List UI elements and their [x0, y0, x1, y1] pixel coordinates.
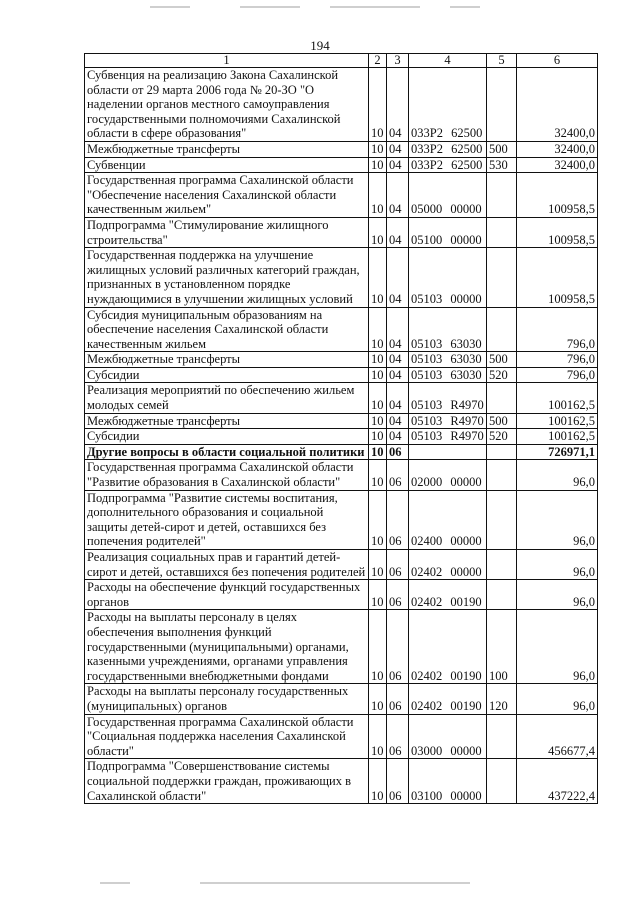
row-target-code-cell: 05103 R4970	[409, 429, 487, 445]
row-amount-cell: 100958,5	[517, 248, 598, 307]
row-target-code-cell: 05103 00000	[409, 248, 487, 307]
row-expense-type-cell: 120	[487, 684, 517, 714]
table-row	[85, 68, 598, 142]
table-row	[85, 610, 598, 684]
table-row	[85, 580, 598, 610]
row-name-cell: Субсидии	[85, 429, 369, 445]
row-target-code-cell: 03100 00000	[409, 759, 487, 804]
row-subsection-cell: 04	[387, 68, 409, 142]
table-row	[85, 367, 598, 383]
row-subsection-cell: 06	[387, 714, 409, 759]
row-section-cell: 10	[369, 307, 387, 352]
row-target-code-cell: 05100 00000	[409, 217, 487, 247]
row-amount-cell: 100162,5	[517, 413, 598, 429]
row-amount-cell: 456677,4	[517, 714, 598, 759]
row-subsection-cell: 04	[387, 157, 409, 173]
row-expense-type-cell	[487, 173, 517, 218]
row-name-cell: Подпрограмма "Совершенствование системы социальной поддержки граждан, проживающих в Сахалинской области"	[85, 759, 369, 804]
table-row	[85, 714, 598, 759]
row-section-cell: 10	[369, 68, 387, 142]
row-expense-type-cell	[487, 714, 517, 759]
row-target-code-cell	[409, 444, 487, 460]
row-target-code-cell: 02400 00000	[409, 490, 487, 549]
table-row	[85, 759, 598, 804]
row-expense-type-cell: 500	[487, 413, 517, 429]
row-section-cell: 10	[369, 217, 387, 247]
row-name-cell: Субсидия муниципальным образованиям на обеспечение населения Сахалинской области качественным жильем	[85, 307, 369, 352]
row-name-cell: Расходы на выплаты персоналу в целях обеспечения выполнения функций государственными (муниципальными) органами, казенными учреждениями, органами управления государственными внебюджетными фондами	[85, 610, 369, 684]
row-section-cell: 10	[369, 759, 387, 804]
row-amount-cell: 32400,0	[517, 157, 598, 173]
row-amount-cell: 32400,0	[517, 141, 598, 157]
row-expense-type-cell: 500	[487, 141, 517, 157]
row-expense-type-cell	[487, 383, 517, 413]
table-row	[85, 307, 598, 352]
row-expense-type-cell: 500	[487, 352, 517, 368]
header-cell: 6	[517, 54, 598, 68]
row-name-cell: Государственная программа Сахалинской области "Развитие образования в Сахалинской области"	[85, 460, 369, 490]
row-subsection-cell: 04	[387, 352, 409, 368]
scan-artifact-top	[0, 6, 640, 12]
row-name-cell: Реализация социальных прав и гарантий детей-сирот и детей, оставшихся без попечения родителей	[85, 550, 369, 580]
row-subsection-cell: 06	[387, 444, 409, 460]
row-target-code-cell: 02402 00190	[409, 580, 487, 610]
table-row	[85, 352, 598, 368]
row-subsection-cell: 06	[387, 759, 409, 804]
row-name-cell: Государственная поддержка на улучшение жилищных условий различных категорий граждан, признанных в установленном порядке нуждающимися в улучшении жилищных условий	[85, 248, 369, 307]
row-subsection-cell: 04	[387, 141, 409, 157]
row-subsection-cell: 04	[387, 248, 409, 307]
row-amount-cell: 100162,5	[517, 429, 598, 445]
row-target-code-cell: 03000 00000	[409, 714, 487, 759]
row-name-cell: Межбюджетные трансферты	[85, 141, 369, 157]
row-section-cell: 10	[369, 248, 387, 307]
row-amount-cell: 437222,4	[517, 759, 598, 804]
row-target-code-cell: 02402 00190	[409, 684, 487, 714]
row-amount-cell: 96,0	[517, 490, 598, 549]
row-amount-cell: 726971,1	[517, 444, 598, 460]
table-row	[85, 444, 598, 460]
row-amount-cell: 96,0	[517, 580, 598, 610]
header-cell: 5	[487, 54, 517, 68]
table-row	[85, 248, 598, 307]
row-section-cell: 10	[369, 460, 387, 490]
row-name-cell: Субвенция на реализацию Закона Сахалинской области от 29 марта 2006 года № 20-ЗО "О наделении органов местного самоуправления государственными полномочиями Сахалинской области в сфере образования"	[85, 68, 369, 142]
row-amount-cell: 96,0	[517, 684, 598, 714]
row-section-cell: 10	[369, 352, 387, 368]
row-section-cell: 10	[369, 367, 387, 383]
row-subsection-cell: 04	[387, 173, 409, 218]
row-expense-type-cell	[487, 460, 517, 490]
table-header-row	[85, 54, 598, 68]
row-subsection-cell: 06	[387, 550, 409, 580]
row-expense-type-cell: 530	[487, 157, 517, 173]
row-expense-type-cell	[487, 550, 517, 580]
row-section-cell: 10	[369, 610, 387, 684]
row-section-cell: 10	[369, 141, 387, 157]
row-target-code-cell: 02000 00000	[409, 460, 487, 490]
header-cell: 2	[369, 54, 387, 68]
table-row	[85, 141, 598, 157]
row-name-cell: Государственная программа Сахалинской области "Социальная поддержка населения Сахалинской области"	[85, 714, 369, 759]
row-subsection-cell: 04	[387, 367, 409, 383]
row-amount-cell: 100958,5	[517, 173, 598, 218]
row-target-code-cell: 033Р2 62500	[409, 157, 487, 173]
row-target-code-cell: 05103 R4970	[409, 413, 487, 429]
row-expense-type-cell	[487, 307, 517, 352]
row-expense-type-cell	[487, 759, 517, 804]
table-row	[85, 413, 598, 429]
row-section-cell: 10	[369, 157, 387, 173]
row-section-cell: 10	[369, 413, 387, 429]
row-name-cell: Субсидии	[85, 367, 369, 383]
row-amount-cell: 100958,5	[517, 217, 598, 247]
table-row	[85, 383, 598, 413]
row-expense-type-cell	[487, 580, 517, 610]
header-cell: 3	[387, 54, 409, 68]
row-subsection-cell: 06	[387, 610, 409, 684]
row-section-cell: 10	[369, 383, 387, 413]
row-amount-cell: 100162,5	[517, 383, 598, 413]
row-section-cell: 10	[369, 684, 387, 714]
row-section-cell: 10	[369, 714, 387, 759]
row-target-code-cell: 05000 00000	[409, 173, 487, 218]
row-target-code-cell: 05103 63030	[409, 307, 487, 352]
row-amount-cell: 32400,0	[517, 68, 598, 142]
row-subsection-cell: 06	[387, 490, 409, 549]
row-name-cell: Реализация мероприятий по обеспечению жильем молодых семей	[85, 383, 369, 413]
row-subsection-cell: 06	[387, 460, 409, 490]
row-section-cell: 10	[369, 490, 387, 549]
row-subsection-cell: 04	[387, 413, 409, 429]
row-expense-type-cell	[487, 248, 517, 307]
row-target-code-cell: 033Р2 62500	[409, 68, 487, 142]
row-target-code-cell: 02402 00000	[409, 550, 487, 580]
row-subsection-cell: 06	[387, 684, 409, 714]
row-amount-cell: 96,0	[517, 460, 598, 490]
row-name-cell: Расходы на обеспечение функций государственных органов	[85, 580, 369, 610]
row-expense-type-cell	[487, 490, 517, 549]
row-amount-cell: 796,0	[517, 367, 598, 383]
row-section-cell: 10	[369, 550, 387, 580]
table-row	[85, 460, 598, 490]
row-subsection-cell: 04	[387, 217, 409, 247]
row-name-cell: Другие вопросы в области социальной политики	[85, 444, 369, 460]
row-name-cell: Подпрограмма "Развитие системы воспитания, дополнительного образования и социальной защиты детей-сирот и детей, оставшихся без попечения родителей"	[85, 490, 369, 549]
row-section-cell: 10	[369, 429, 387, 445]
row-amount-cell: 96,0	[517, 610, 598, 684]
row-name-cell: Субвенции	[85, 157, 369, 173]
row-expense-type-cell: 100	[487, 610, 517, 684]
row-subsection-cell: 04	[387, 383, 409, 413]
row-subsection-cell: 04	[387, 307, 409, 352]
row-expense-type-cell	[487, 444, 517, 460]
row-section-cell: 10	[369, 580, 387, 610]
table-row	[85, 157, 598, 173]
row-name-cell: Межбюджетные трансферты	[85, 413, 369, 429]
row-subsection-cell: 06	[387, 580, 409, 610]
row-amount-cell: 96,0	[517, 550, 598, 580]
table-row	[85, 550, 598, 580]
table-row	[85, 173, 598, 218]
row-subsection-cell: 04	[387, 429, 409, 445]
row-name-cell: Расходы на выплаты персоналу государственных (муниципальных) органов	[85, 684, 369, 714]
table-row	[85, 217, 598, 247]
table-row	[85, 490, 598, 549]
row-target-code-cell: 02402 00190	[409, 610, 487, 684]
row-name-cell: Межбюджетные трансферты	[85, 352, 369, 368]
row-expense-type-cell: 520	[487, 429, 517, 445]
row-target-code-cell: 033Р2 62500	[409, 141, 487, 157]
row-amount-cell: 796,0	[517, 307, 598, 352]
header-cell: 4	[409, 54, 487, 68]
row-section-cell: 10	[369, 173, 387, 218]
scan-artifact-bottom	[0, 882, 640, 888]
row-section-cell: 10	[369, 444, 387, 460]
row-target-code-cell: 05103 63030	[409, 352, 487, 368]
row-name-cell: Подпрограмма "Стимулирование жилищного строительства"	[85, 217, 369, 247]
table-row	[85, 429, 598, 445]
page-number: 194	[310, 38, 330, 53]
table-row	[85, 684, 598, 714]
row-target-code-cell: 05103 R4970	[409, 383, 487, 413]
row-amount-cell: 796,0	[517, 352, 598, 368]
budget-table	[84, 53, 598, 804]
row-expense-type-cell: 520	[487, 367, 517, 383]
row-expense-type-cell	[487, 68, 517, 142]
header-cell: 1	[85, 54, 369, 68]
row-target-code-cell: 05103 63030	[409, 367, 487, 383]
row-name-cell: Государственная программа Сахалинской области "Обеспечение населения Сахалинской области качественным жильем"	[85, 173, 369, 218]
row-expense-type-cell	[487, 217, 517, 247]
